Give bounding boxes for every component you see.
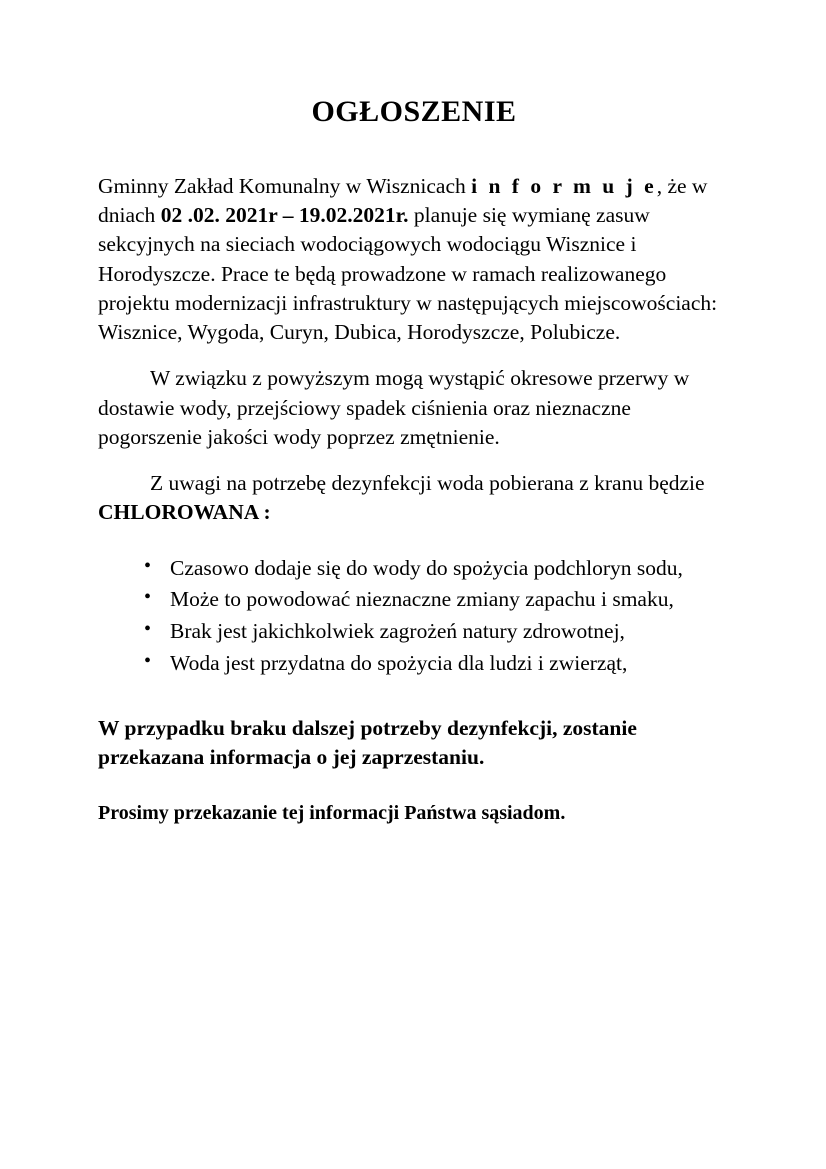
list-item: • Może to powodować nieznaczne zmiany zapachu i smaku,	[144, 585, 730, 614]
intro-text-3: planuje się wymianę zasuw sekcyjnych na sieciach wodociągowych wodociągu Wisznice i Horodyszcze. Prace te będą prowadzone w ramach realizowanego projektu modernizacji infrastruktury w następujących miejscowościach: Wisznice, Wygoda, Curyn, Dubica, Horodyszcze, Polubicze.	[98, 203, 718, 345]
intro-informuje: i n f o r m u j e	[471, 174, 657, 198]
chlorination-emphasis: CHLOROWANA :	[98, 500, 271, 525]
list-item: • Czasowo dodaje się do wody do spożycia podchloryn sodu,	[144, 554, 730, 583]
closing-request: Prosimy przekazanie tej informacji Państwa sąsiadom.	[98, 802, 566, 825]
list-item: • Brak jest jakichkolwiek zagrożeń natury zdrowotnej,	[144, 617, 730, 646]
intro-comma: ,	[656, 174, 663, 198]
closing-notice: W przypadku braku dalszej potrzeby dezynfekcji, zostanie przekazana informacja o jej zaprzestaniu.	[98, 715, 637, 769]
page-title: OGŁOSZENIE	[311, 95, 517, 128]
intro-text-1: Gminny Zakład Komunalny w Wisznicach	[98, 174, 472, 198]
bullet-list	[98, 554, 730, 678]
paragraph-effects: W związku z powyższym mogą wystąpić okresowe przerwy w dostawie wody, przejściowy spadek ciśnienia oraz nieznaczne pogorszenie jakości wody poprzez zmętnienie.	[98, 366, 690, 449]
intro-date-range: 02 .02. 2021r – 19.02.2021r.	[160, 203, 409, 228]
paragraph-intro	[98, 172, 730, 347]
list-item: • Woda jest przydatna do spożycia dla ludzi i zwierząt,	[144, 649, 730, 678]
intro-text-2: że w dniach	[98, 174, 708, 228]
paragraph-chlorination	[98, 469, 730, 527]
chlorination-text: Z uwagi na potrzebę dezynfekcji woda pobierana z kranu będzie	[150, 471, 705, 496]
